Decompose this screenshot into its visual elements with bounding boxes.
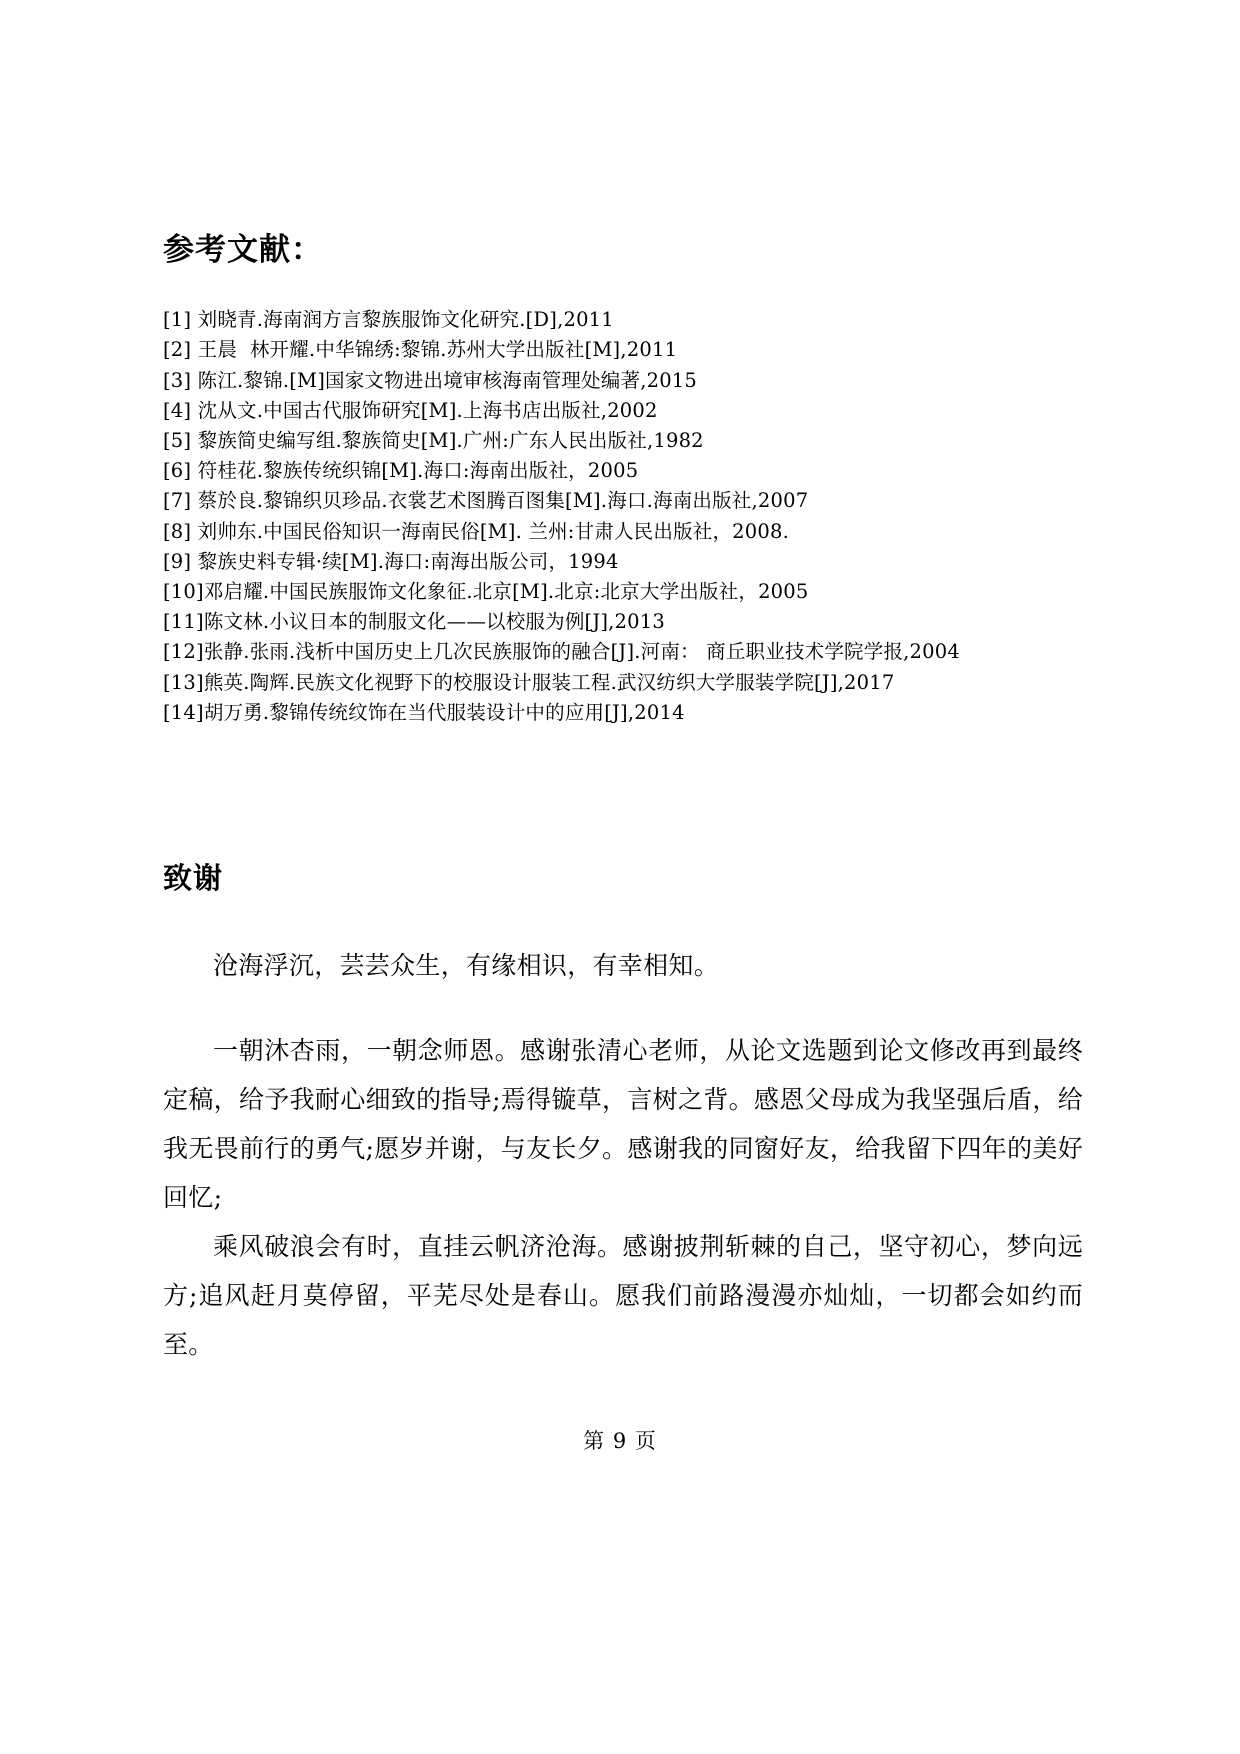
- reference-item: [1] 刘晓青.海南润方言黎族服饰文化研究.[D],2011: [163, 308, 614, 332]
- reference-item: [9] 黎族史料专辑·续[M].海口:南海出版公司，1994: [163, 549, 619, 573]
- reference-item: [12]张静.张雨.浅析中国历史上几次民族服饰的融合[J].河南： 商丘职业技术学院学报,2004: [163, 640, 960, 664]
- acknowledgement-paragraph: 一朝沐杏雨，一朝念师恩。感谢张清心老师，从论文选题到论文修改再到最终定稿，给予我耐心细致的指导;焉得镟草，言树之背。感恩父母成为我坚强后盾，给我无畏前行的勇气;愿岁并谢，与友长夕。感谢我的同窗好友，给我留下四年的美好回忆;: [163, 1036, 1083, 1213]
- acknowledgement-paragraph: 乘风破浪会有时，直挂云帆济沧海。感谢披荆斩棘的自己，坚守初心，梦向远方;追风赶月莫停留，平芜尽处是春山。愿我们前路漫漫亦灿灿，一切都会如约而至。: [163, 1232, 1083, 1360]
- acknowledgement-heading: 致谢: [163, 861, 224, 896]
- reference-item: [4] 沈从文.中国古代服饰研究[M].上海书店出版社,2002: [163, 398, 658, 422]
- page-content: [163, 0, 1083, 1369]
- reference-item: [5] 黎族简史编写组.黎族简史[M].广州:广东人民出版社,1982: [163, 429, 704, 452]
- reference-item: [6] 符桂花.黎族传统织锦[M].海口:海南出版社，2005: [163, 459, 639, 483]
- reference-item: [8] 刘帅东.中国民俗知识一海南民俗[M]. 兰州:甘肃人民出版社，2008.: [163, 519, 789, 543]
- references-heading: 参考文献：: [163, 232, 323, 268]
- reference-item: [2] 王晨 林开耀.中华锦绣:黎锦.苏州大学出版社[M],2011: [163, 338, 678, 362]
- reference-item: [7] 蔡於良.黎锦织贝珍品.衣裳艺术图腾百图集[M].海口.海南出版社,2007: [163, 489, 809, 513]
- reference-item: [10]邓启耀.中国民族服饰文化象征.北京[M].北京:北京大学出版社，2005: [163, 580, 809, 604]
- references-list: [163, 305, 1083, 728]
- reference-item: [11]陈文林.小议日本的制服文化——以校服为例[J],2013: [163, 610, 665, 634]
- reference-item: [13]熊英.陶辉.民族文化视野下的校服设计服装工程.武汉纺织大学服装学院[J],2017: [163, 670, 895, 694]
- acknowledgement-body: [163, 941, 1083, 1369]
- reference-item: [14]胡万勇.黎锦传统纹饰在当代服装设计中的应用[J],2014: [163, 700, 685, 724]
- reference-item: [3] 陈江.黎锦.[M]国家文物进出境审核海南管理处编著,2015: [163, 368, 698, 392]
- page-footer: 第 9 页: [583, 1429, 657, 1453]
- acknowledgement-paragraph: 沧海浮沉，芸芸众生，有缘相识，有幸相知。: [213, 951, 720, 981]
